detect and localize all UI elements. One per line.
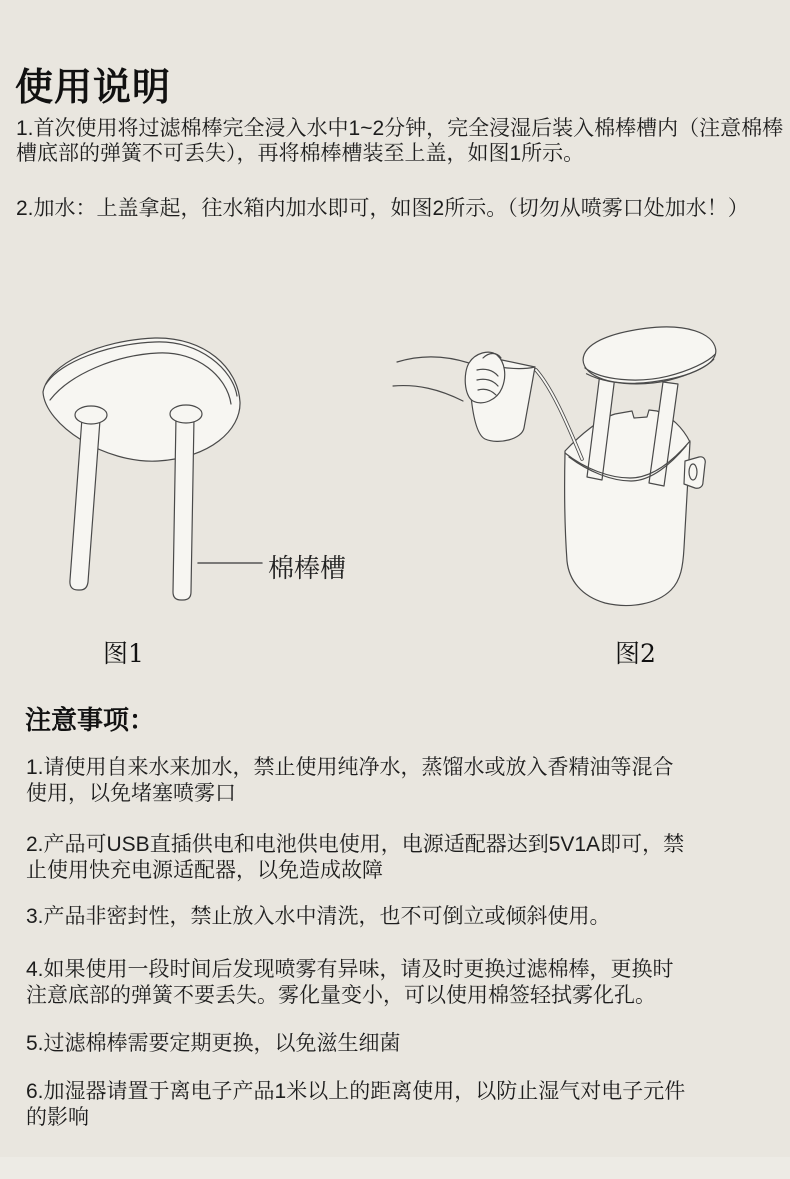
notes-title: 注意事项： bbox=[25, 705, 156, 735]
tank-body bbox=[565, 410, 690, 605]
usage-step-2: 2.加水：上盖拿起，往水箱内加水即可，如图2所示。（切勿从喷雾口处加水！） bbox=[16, 197, 749, 220]
usage-step-1: 1.首次使用将过滤棉棒完全浸入水中1~2分钟，完全浸湿后装入棉棒槽内（注意棉棒槽底部的弹簧不可丢失），再将棉棒槽装至上盖，如图1所示。 bbox=[16, 117, 784, 165]
tube-right bbox=[173, 417, 194, 600]
figure2-caption: 图2 bbox=[615, 639, 656, 668]
lid-outline bbox=[43, 338, 240, 461]
tube-left bbox=[70, 418, 100, 590]
page-title: 使用说明 bbox=[15, 67, 172, 109]
water-stream-outer bbox=[536, 370, 582, 459]
hole-right bbox=[170, 405, 202, 423]
note-item-2: 2.产品可USB直插供电和电池供电使用，电源适配器达到5V1A即可，禁止使用快充电源适配器，以免造成故障 bbox=[26, 833, 685, 882]
figure2-pouring-drawing bbox=[385, 318, 725, 618]
note-item-4: 4.如果使用一段时间后发现喷雾有异味，请及时更换过滤棉棒，更换时注意底部的弹簧不要丢失。雾化量变小，可以使用棉签轻拭雾化孔。 bbox=[26, 958, 674, 1007]
note-item-1: 1.请使用自来水来加水，禁止使用纯净水，蒸馏水或放入香精油等混合使用，以免堵塞喷雾口 bbox=[26, 756, 674, 805]
figure1-caption: 图1 bbox=[103, 639, 144, 668]
note-item-3: 3.产品非密封性，禁止放入水中清洗，也不可倒立或倾斜使用。 bbox=[26, 905, 611, 928]
arm-top-line bbox=[397, 357, 469, 363]
lifted-lid bbox=[580, 321, 718, 389]
page-bottom-strip bbox=[0, 1157, 790, 1179]
side-loop-hole bbox=[689, 464, 697, 480]
note-item-5: 5.过滤棉棒需要定期更换，以免滋生细菌 bbox=[26, 1032, 401, 1055]
hole-left bbox=[75, 406, 107, 424]
cotton-swab-slot-label: 棉棒槽 bbox=[268, 554, 347, 584]
note-item-6: 6.加湿器请置于离电子产品1米以上的距离使用，以防止湿气对电子元件的影响 bbox=[26, 1080, 686, 1129]
arm-bottom-line bbox=[393, 386, 463, 401]
